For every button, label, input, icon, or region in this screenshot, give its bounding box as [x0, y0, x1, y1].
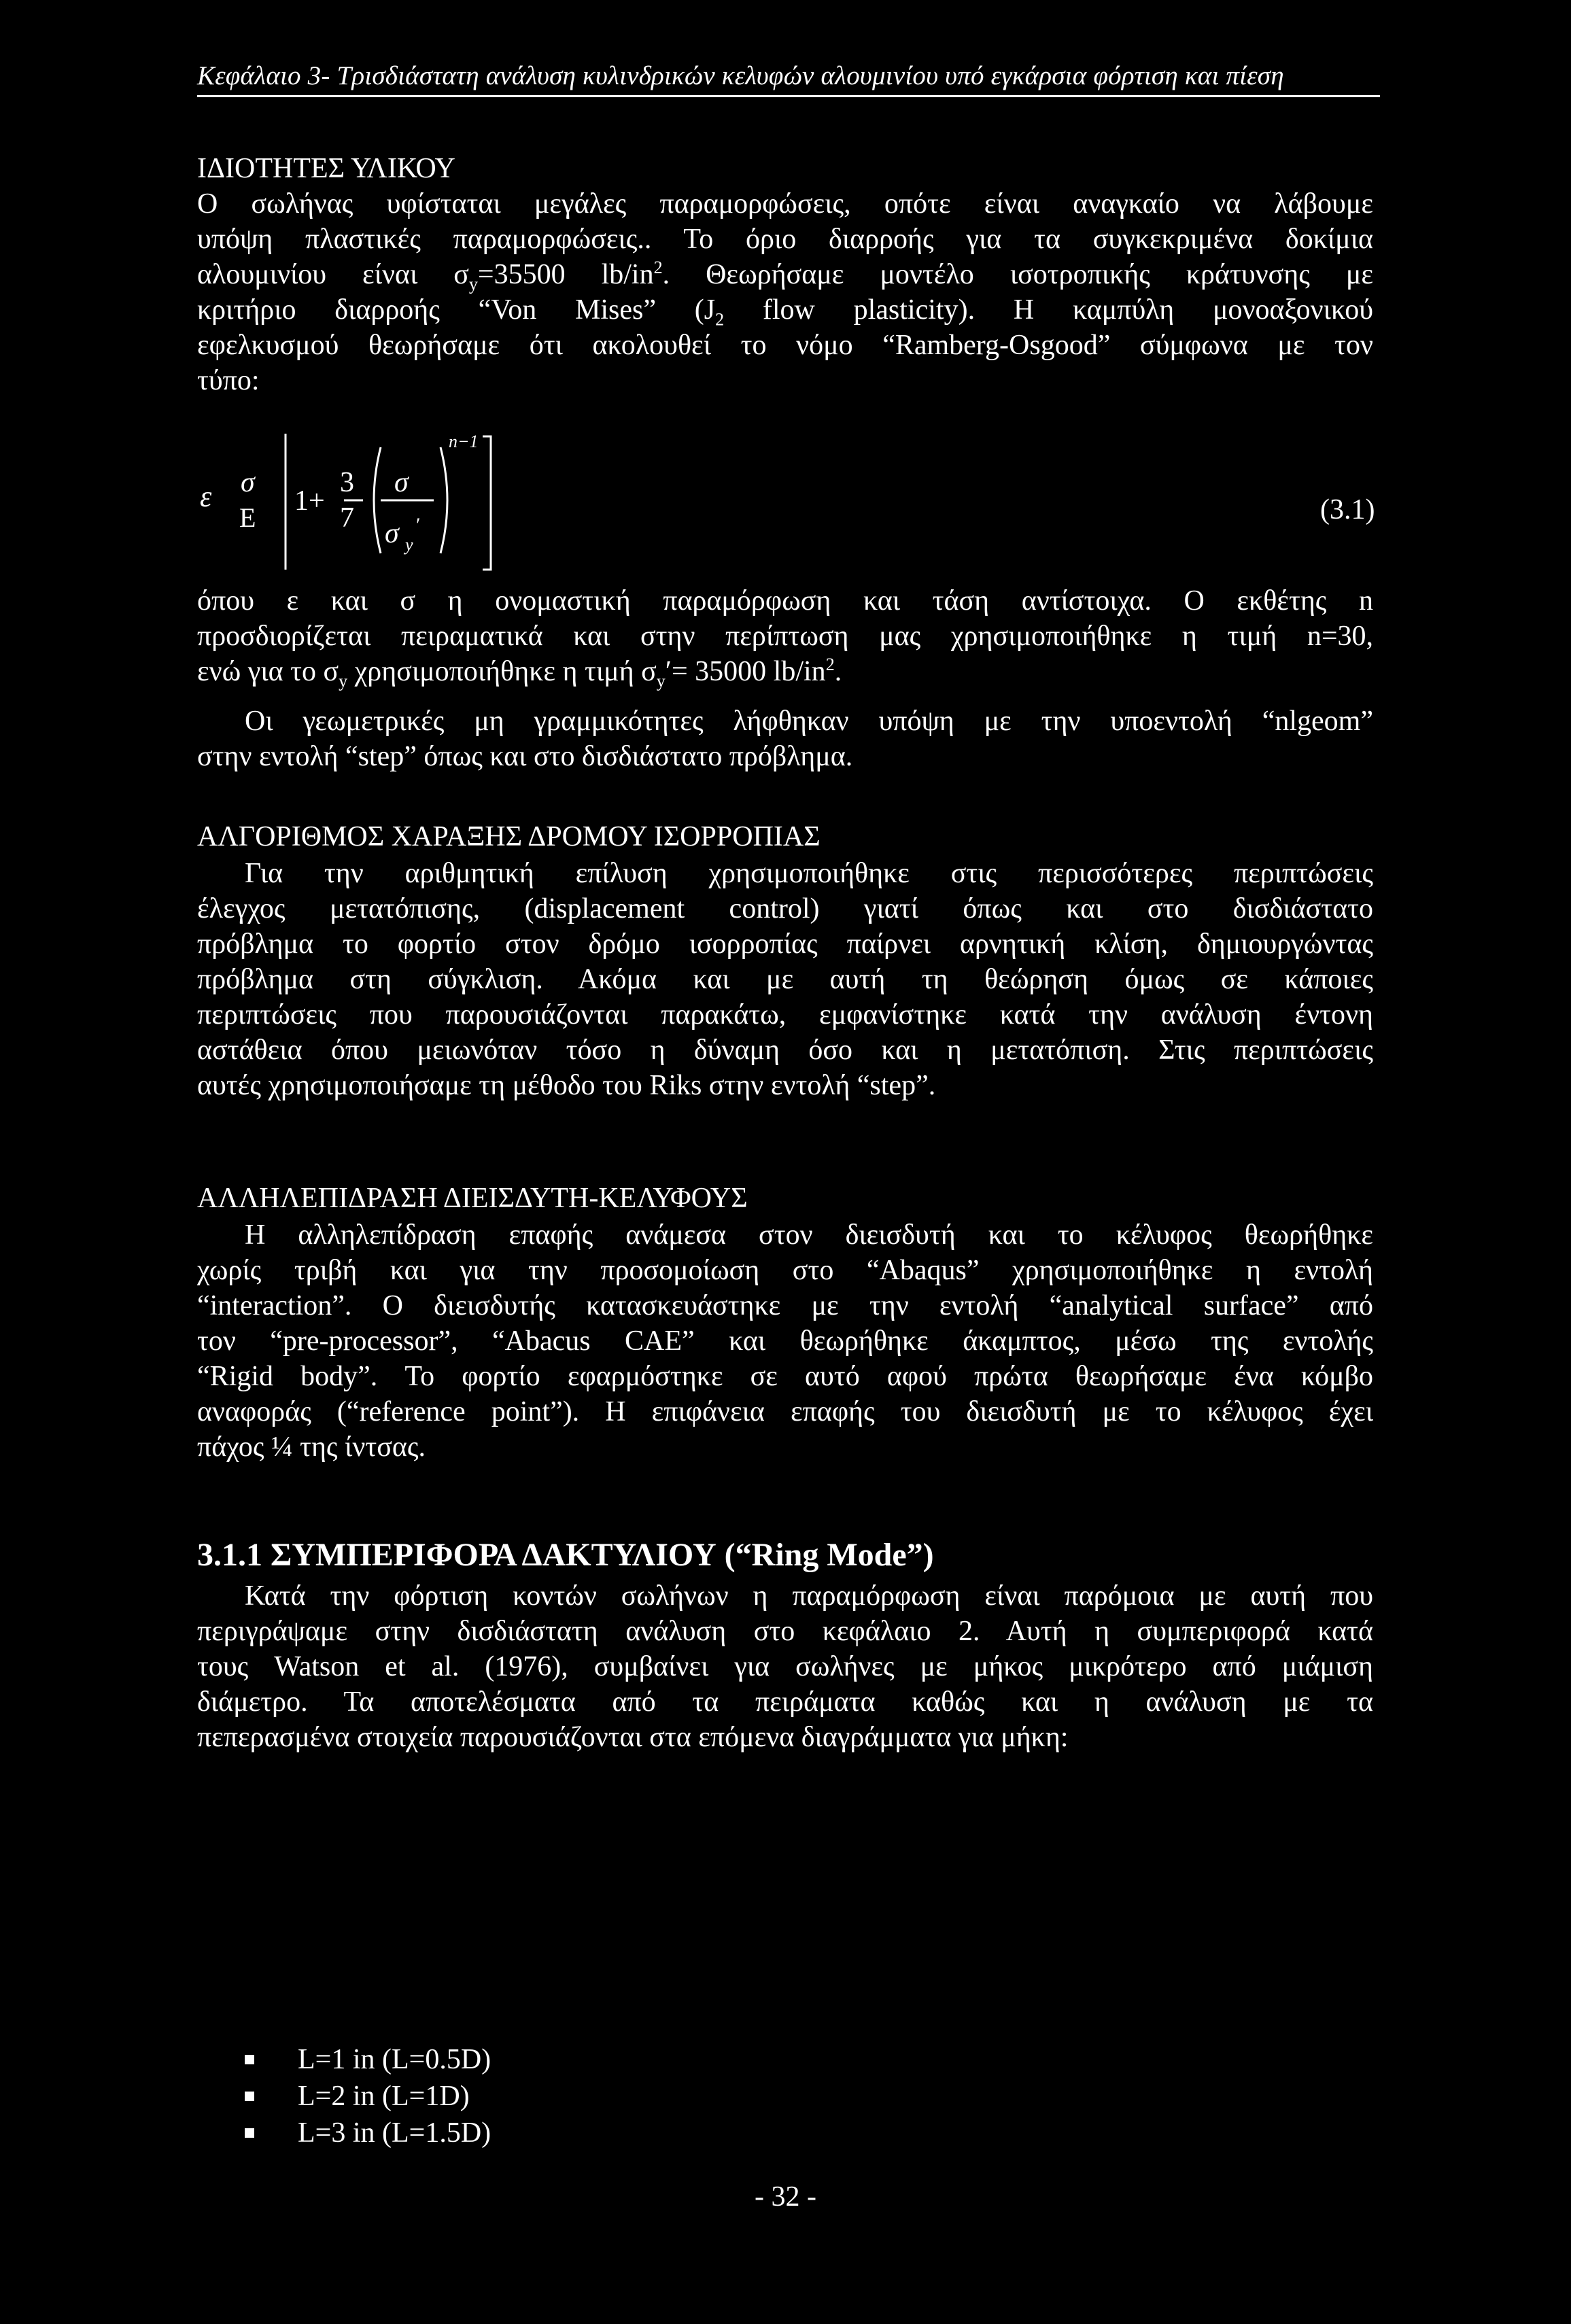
section-title-path-following: ΑΛΓΟΡΙΘΜΟΣ ΧΑΡΑΞΗΣ ΔΡΟΜΟΥ ΙΣΟΡΡΟΠΙΑΣ: [197, 821, 821, 852]
eq-sigma-y-prime: ′: [416, 514, 421, 536]
bullet-square-icon: [245, 2092, 254, 2101]
paragraph-line: εφελκυσμού θεωρήσαμε ότι ακολουθεί το νόμο “Ramberg-Osgood” σύμφωνα με τον: [197, 330, 1373, 361]
paragraph-line: πρόβλημα το φορτίο στον δρόμο ισορροπίας παίρνει αρνητική κλίση, δημιουργώντας: [197, 929, 1373, 960]
paragraph-line: Ο σωλήνας υφίσταται μεγάλες παραμορφώσεις, οπότε είναι αναγκαίο να λάβουμε: [197, 188, 1373, 220]
paragraph-interaction: [197, 1217, 1373, 1465]
list-item-text: L=1 in (L=0.5D): [298, 2044, 491, 2075]
paragraph-line: προσδιορίζεται πειραματικά και στην περίπτωση μας χρησιμοποιήθηκε η τιμή n=30,: [197, 621, 1373, 652]
paragraph-line: κριτήριο διαρροής “Von Mises” ($J_2$ flow plasticity). Η καμπύλη μονοαξονικού: [197, 294, 1373, 330]
eq-sigma-y: σ: [385, 518, 399, 549]
paragraph-explanation: [197, 583, 1373, 689]
paragraph-line: τύπο:: [197, 365, 260, 396]
header-rule: [197, 95, 1380, 97]
paragraph-line: έλεγχος μετατόπισης, (displacement control) γιατί όπως και στο δισδιάστατο: [197, 893, 1373, 924]
paragraph-line: Κατά την φόρτιση κοντών σωλήνων η παραμόρφωση είναι παρόμοια με αυτή που: [245, 1580, 1373, 1612]
paragraph-line: υπόψη πλαστικές παραμορφώσεις.. Το όριο διαρροής για τα συγκεκριμένα δοκίμια: [197, 224, 1373, 255]
paragraph-material-properties: [197, 186, 1373, 398]
paragraph-nlgeom: [197, 704, 1373, 774]
paragraph-line: Οι γεωμετρικές μη γραμμικότητες λήφθηκαν υπόψη με την υποεντολή “nlgeom”: [245, 706, 1373, 737]
paragraph-line: περιπτώσεις που παρουσιάζονται παρακάτω, εμφανίστηκε κατά την ανάλυση έντονη: [197, 999, 1373, 1030]
equation-graphic: [197, 427, 1387, 597]
list-item-text: L=3 in (L=1.5D): [298, 2117, 491, 2149]
paragraph-line: όπου ε και σ η ονομαστική παραμόρφωση και τάση αντίστοιχα. Ο εκθέτης n: [197, 585, 1373, 617]
paragraph-line: “interaction”. Ο διεισδυτής κατασκευάστηκε με την εντολή “analytical surface” από: [197, 1290, 1373, 1321]
paragraph-line: ενώ για το $\sigma_y$ χρησιμοποιήθηκε η τιμή $\sigma_y'= 35000$ $lb/in^2$.: [197, 655, 842, 691]
eq-seven: 7: [340, 502, 354, 534]
eq-sigma-num: σ: [394, 467, 409, 498]
eq-epsilon: ε: [200, 480, 212, 513]
paragraph-line: τον “pre-processor”, “Abacus CAE” και θεωρήθηκε άκαμπτος, μέσω της εντολής: [197, 1325, 1373, 1357]
paragraph-line: στην εντολή “step” όπως και στο δισδιάστατο πρόβλημα.: [197, 741, 853, 772]
paragraph-line: Η αλληλεπίδραση επαφής ανάμεσα στον διεισδυτή και το κέλυφος θεωρήθηκε: [245, 1219, 1373, 1251]
paragraph-path-following: [197, 856, 1373, 1103]
section-title-interaction: ΑΛΛΗΛΕΠΙΔΡΑΣΗ ΔΙΕΙΣΔΥΤΗ-ΚΕΛΥΦΟΥΣ: [197, 1183, 748, 1214]
page-number: - 32 -: [755, 2181, 816, 2213]
paragraph-line: αλουμινίου είναι $\sigma_y=35500$ $lb/in^2$. Θεωρήσαμε μοντέλο ισοτροπικής κράτυνσης με: [197, 258, 1373, 294]
paragraph-line: πεπερασμένα στοιχεία παρουσιάζονται στα επόμενα διαγράμματα για μήκη:: [197, 1722, 1069, 1753]
eq-three: 3: [340, 467, 354, 498]
eq-sigma: σ: [241, 467, 255, 498]
paragraph-line: “Rigid body”. Το φορτίο εφαρμόστηκε σε αυτό αφού πρώτα θεωρήσαμε ένα κόμβο: [197, 1361, 1373, 1392]
eq-sigma-y-sub: y: [405, 535, 413, 555]
list-item-text: L=2 in (L=1D): [298, 2081, 470, 2112]
paragraph-line: Για την αριθμητική επίλυση χρησιμοποιήθηκε στις περισσότερες περιπτώσεις: [245, 858, 1373, 889]
paragraph-line: περιγράψαμε στην δισδιάστατη ανάλυση στο κεφάλαιο 2. Αυτή η συμπεριφορά κατά: [197, 1616, 1373, 1647]
subsection-title-ring-mode: 3.1.1 ΣΥΜΠΕΡΙΦΟΡΑ ΔΑΚΤΥΛΙΟΥ (“Ring Mode”): [197, 1537, 934, 1573]
running-header: Κεφάλαιο 3- Τρισδιάστατη ανάλυση κυλινδρικών κελυφών αλουμινίου υπό εγκάρσια φόρτιση και πίεση: [197, 61, 1284, 90]
paragraph-ring-mode: [197, 1578, 1373, 1755]
paragraph-line: διάμετρο. Τα αποτελέσματα από τα πειράματα καθώς και η ανάλυση με τα: [197, 1686, 1373, 1718]
equation-number: (3.1): [1320, 494, 1375, 525]
paragraph-line: πάχος ¼ της ίντσας.: [197, 1432, 426, 1463]
section-title-material-properties: ΙΔΙΟΤΗΤΕΣ ΥΛΙΚΟΥ: [197, 153, 455, 184]
ramberg-osgood-equation: [197, 427, 1387, 597]
eq-modulus: E: [239, 502, 256, 533]
paragraph-line: χωρίς τριβή και για την προσομοίωση στο “Abaqus” χρησιμοποιήθηκε η εντολή: [197, 1255, 1373, 1286]
bullet-square-icon: [245, 2128, 254, 2138]
paragraph-line: αστάθεια όπου μειωνόταν τόσο η δύναμη όσο και η μετατόπιση. Στις περιπτώσεις: [197, 1035, 1373, 1066]
paragraph-line: τους Watson et al. (1976), συμβαίνει για σωλήνες με μήκος μικρότερο από μιάμιση: [197, 1651, 1373, 1682]
bullet-square-icon: [245, 2055, 254, 2064]
paragraph-line: αυτές χρησιμοποιήσαμε τη μέθοδο του Riks στην εντολή “step”.: [197, 1070, 936, 1101]
paragraph-line: αναφοράς (“reference point”). Η επιφάνεια επαφής του διεισδυτή με το κέλυφος έχει: [197, 1396, 1373, 1427]
paragraph-line: πρόβλημα στη σύγκλιση. Ακόμα και με αυτή τη θεώρηση όμως σε κάποιες: [197, 964, 1373, 995]
eq-exponent: n−1: [449, 432, 479, 451]
eq-one-plus: 1+: [294, 485, 325, 517]
